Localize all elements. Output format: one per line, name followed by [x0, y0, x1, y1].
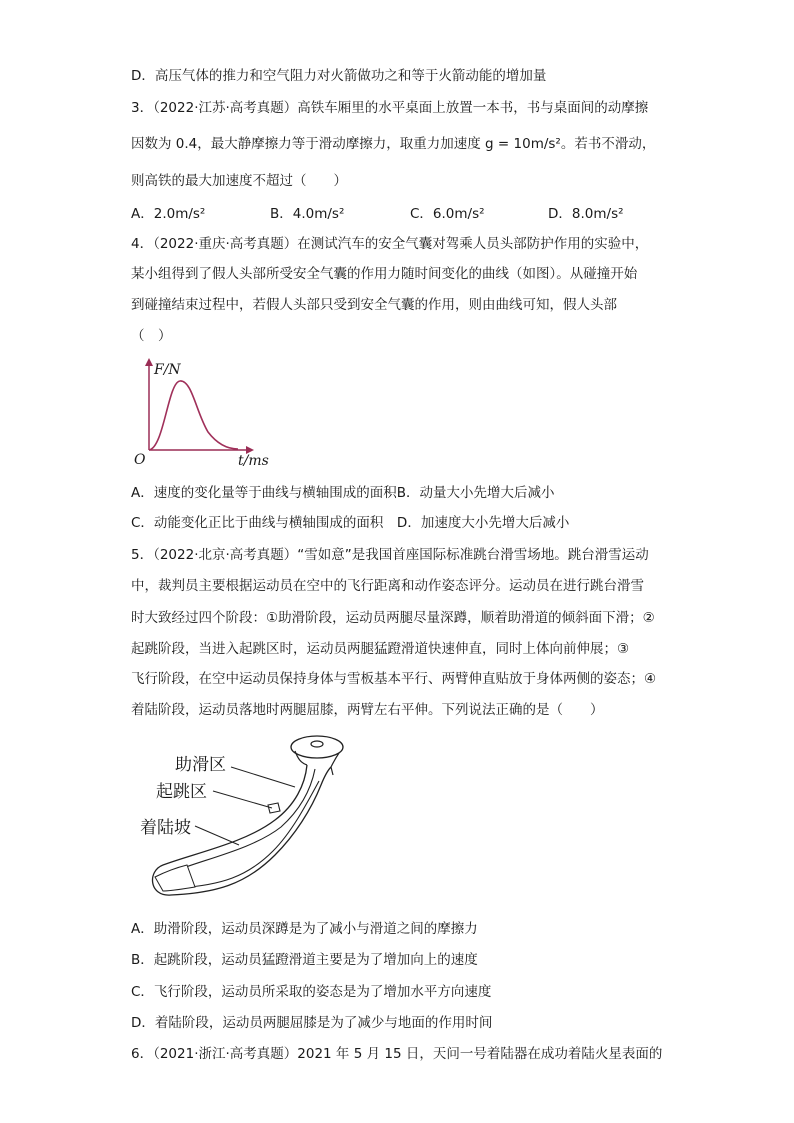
- origin-label: O: [134, 452, 146, 468]
- ski-jump-figure: [135, 725, 375, 910]
- q5-option-b: B．起跳阶段，运动员猛蹬滑道主要是为了增加向上的速度: [131, 952, 478, 968]
- q3-option-c: C．6.0m/s²: [410, 206, 485, 222]
- q2-option-d: D．高压气体的推力和空气阻力对火箭做功之和等于火箭动能的增加量: [131, 68, 547, 84]
- x-axis-label: t/ms: [238, 453, 269, 469]
- q4-stem-line-4: （ ）: [131, 328, 172, 344]
- q5-option-c: C．飞行阶段，运动员所采取的姿态是为了增加水平方向速度: [131, 984, 492, 1000]
- q5-stem-line-5: 飞行阶段，在空中运动员保持身体与雪板基本平行、两臂伸直贴放于身体两侧的姿态；④: [131, 671, 657, 687]
- q5-stem-line-3: 时大致经过四个阶段：①助滑阶段，运动员两腿尽量深蹲，顺着助滑道的倾斜面下滑；②: [131, 610, 655, 626]
- label-inrun: 助滑区: [175, 755, 226, 775]
- q3-option-d: D．8.0m/s²: [548, 206, 624, 222]
- q4-stem-line-3: 到碰撞结束过程中，若假人头部只受到安全气囊的作用，则由曲线可知，假人头部: [131, 297, 617, 313]
- y-axis-label: F/N: [154, 362, 181, 378]
- q5-stem-line-6: 着陆阶段，运动员落地时两腿屈膝，两臂左右平伸。下列说法正确的是（ ）: [131, 702, 604, 718]
- takeoff-zone-mark: [268, 803, 280, 813]
- label-landing-slope: 着陆坡: [140, 818, 191, 838]
- q4-stem-line-1: 4．（2022·重庆·高考真题）在测试汽车的安全气囊对驾乘人员头部防护作用的实验中，: [131, 236, 649, 252]
- label-takeoff: 起跳区: [156, 782, 207, 802]
- q5-option-a: A．助滑阶段，运动员深蹲是为了减小与滑道之间的摩擦力: [131, 921, 478, 937]
- q5-stem-line-1: 5．（2022·北京·高考真题）“雪如意”是我国首座国际标准跳台滑雪场地。跳台滑雪运动: [131, 547, 649, 563]
- q5-stem-line-4: 起跳阶段，当进入起跳区时，运动员两腿猛蹬滑道快速伸直，同时上体向前伸展；③: [131, 641, 630, 657]
- q3-stem-line-3: 则高铁的最大加速度不超过（ ）: [131, 173, 347, 189]
- q5-stem-line-2: 中，裁判员主要根据运动员在空中的飞行距离和动作姿态评分。运动员在进行跳台滑雪: [131, 578, 644, 594]
- q3-option-a: A．2.0m/s²: [131, 206, 206, 222]
- q6-stem-line-1: 6．（2021·浙江·高考真题）2021 年 5 月 15 日，天问一号着陆器在成功着陆火星表面的: [131, 1046, 663, 1062]
- q4-stem-line-2: 某小组得到了假人头部所受安全气囊的作用力随时间变化的曲线（如图）。从碰撞开始: [131, 266, 638, 282]
- q3-stem-line-1: 3．（2022·江苏·高考真题）高铁车厢里的水平桌面上放置一本书，书与桌面间的动摩擦: [131, 100, 649, 116]
- q3-stem-line-2: 因数为 0.4，最大静摩擦力等于滑动摩擦力，取重力加速度 g = 10m/s²。若书不滑动，: [131, 136, 656, 152]
- q4-options-ab: A．速度的变化量等于曲线与横轴围成的面积B．动量大小先增大后减小: [131, 485, 555, 501]
- force-curve: [149, 381, 238, 450]
- q3-option-b: B．4.0m/s²: [270, 206, 345, 222]
- q4-options-cd: C．动能变化正比于曲线与横轴围成的面积 D．加速度大小先增大后减小: [131, 515, 570, 531]
- q5-option-d: D．着陆阶段，运动员两腿屈膝是为了减少与地面的作用时间: [131, 1015, 493, 1031]
- force-time-graph: [128, 352, 278, 474]
